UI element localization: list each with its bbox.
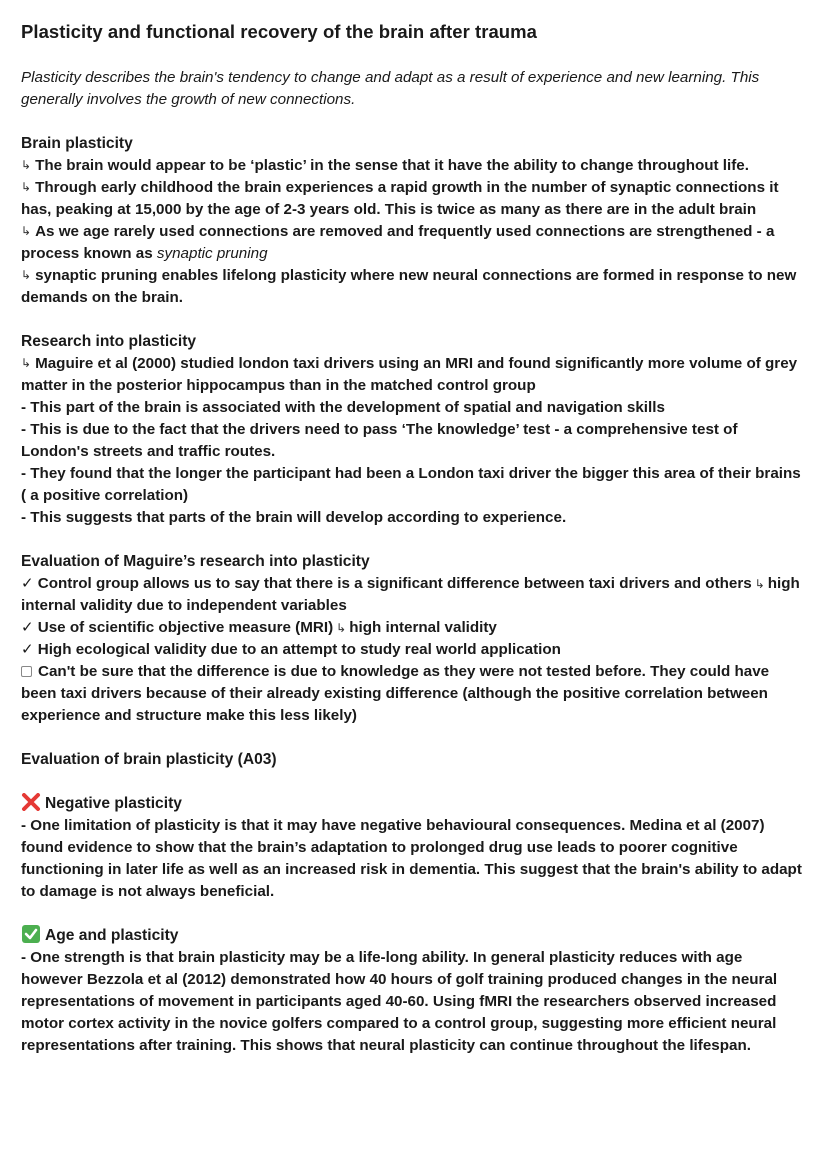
list-item: ↳ Through early childhood the brain experiences a rapid growth in the number of synaptic connections it has, peaking at 15,000 by the age of 2-3 years old. This is twice as many as there are in the adult brain xyxy=(21,177,806,221)
subdirectory-arrow-icon: ↳ xyxy=(21,180,32,194)
list-item: ↳ The brain would appear to be ‘plastic’ in the sense that it have the ability to change throughout life. xyxy=(21,155,806,177)
check-mark-icon: ✓ xyxy=(21,575,34,592)
age-plasticity-heading: Age and plasticity xyxy=(21,925,806,947)
subdirectory-arrow-icon: ↳ xyxy=(21,268,32,282)
negative-plasticity-heading: Negative plasticity xyxy=(21,793,806,815)
intro-paragraph: Plasticity describes the brain's tendency to change and adapt as a result of experience and new learning. This generally involves the growth of new connections. xyxy=(21,69,760,108)
age-plasticity-text: - One strength is that brain plasticity may be a life-long ability. In general plasticity reduces with age however Bezzola et al (2012) demonstrated how 40 hours of golf training produced changes in the neural representations of movement in participants aged 40-60. Using fMRI the researchers observed increased motor cortex activity in the novice golfers compared to a control group, suggesting more efficient neural representations after training. This shows that neural plasticity can continue throughout the lifespan. xyxy=(21,949,778,1054)
synaptic-pruning-term: synaptic pruning xyxy=(156,245,268,262)
list-item: ✓ High ecological validity due to an attempt to study real world application xyxy=(21,641,561,658)
evaluation-maguire-heading: Evaluation of Maguire’s research into plasticity xyxy=(21,553,370,570)
check-mark-icon: ✓ xyxy=(21,641,34,658)
list-item: - This suggests that parts of the brain will develop according to experience. xyxy=(21,509,567,526)
list-item: ↳ Maguire et al (2000) studied london taxi drivers using an MRI and found significantly more volume of grey matter in the posterior hippocampus than in the matched control group xyxy=(21,353,806,397)
research-heading: Research into plasticity xyxy=(21,333,197,350)
cross-mark-icon xyxy=(21,793,41,811)
page-title: Plasticity and functional recovery of the brain after trauma xyxy=(21,21,537,42)
research-section xyxy=(21,331,806,529)
list-item: - This is due to the fact that the drivers need to pass ‘The knowledge’ test - a comprehensive test of London's streets and traffic routes. xyxy=(21,421,738,460)
brain-plasticity-section xyxy=(21,133,806,309)
evaluation-maguire-section xyxy=(21,551,806,727)
age-plasticity-section xyxy=(21,925,806,1057)
subdirectory-arrow-icon: ↳ xyxy=(21,158,32,172)
negative-plasticity-section xyxy=(21,793,806,903)
list-item: ↳ As we age rarely used connections are removed and frequently used connections are strengthened - a process known as synaptic pruning xyxy=(21,221,806,265)
check-box-icon xyxy=(21,925,41,943)
subdirectory-arrow-icon: ↳ xyxy=(754,577,765,591)
subdirectory-arrow-icon: ↳ xyxy=(21,356,32,370)
list-item: ✓ Use of scientific objective measure (MRI) ↳ high internal validity xyxy=(21,617,806,639)
subdirectory-arrow-icon: ↳ xyxy=(336,621,347,635)
list-item: Can't be sure that the difference is due to knowledge as they were not tested before. They could have been taxi drivers because of their already existing difference (although the positive correlation between experience and structure make this less likely) xyxy=(21,663,770,724)
check-mark-icon: ✓ xyxy=(21,619,34,636)
list-item: ✓ Control group allows us to say that there is a significant difference between taxi drivers and others ↳ high internal validity due to independent variables xyxy=(21,575,800,614)
evaluation-a03-section xyxy=(21,749,806,771)
brain-plasticity-heading: Brain plasticity xyxy=(21,135,133,152)
list-item: - This part of the brain is associated with the development of spatial and navigation skills xyxy=(21,399,665,416)
empty-box-icon xyxy=(21,666,32,677)
evaluation-a03-heading: Evaluation of brain plasticity (A03) xyxy=(21,751,277,768)
list-item: ↳ synaptic pruning enables lifelong plasticity where new neural connections are formed in response to new demands on the brain. xyxy=(21,265,806,309)
subdirectory-arrow-icon: ↳ xyxy=(21,224,32,238)
list-item: - They found that the longer the participant had been a London taxi driver the bigger this area of their brains ( a positive correlation) xyxy=(21,465,801,504)
negative-plasticity-text: - One limitation of plasticity is that it may have negative behavioural consequences. Medina et al (2007) found evidence to show that the brain’s adaptation to prolonged drug use leads to poorer cognitive functioning in later life as well as an increased risk in dementia. This suggest that the brain's ability to adapt to damage is not always beneficial. xyxy=(21,817,802,900)
